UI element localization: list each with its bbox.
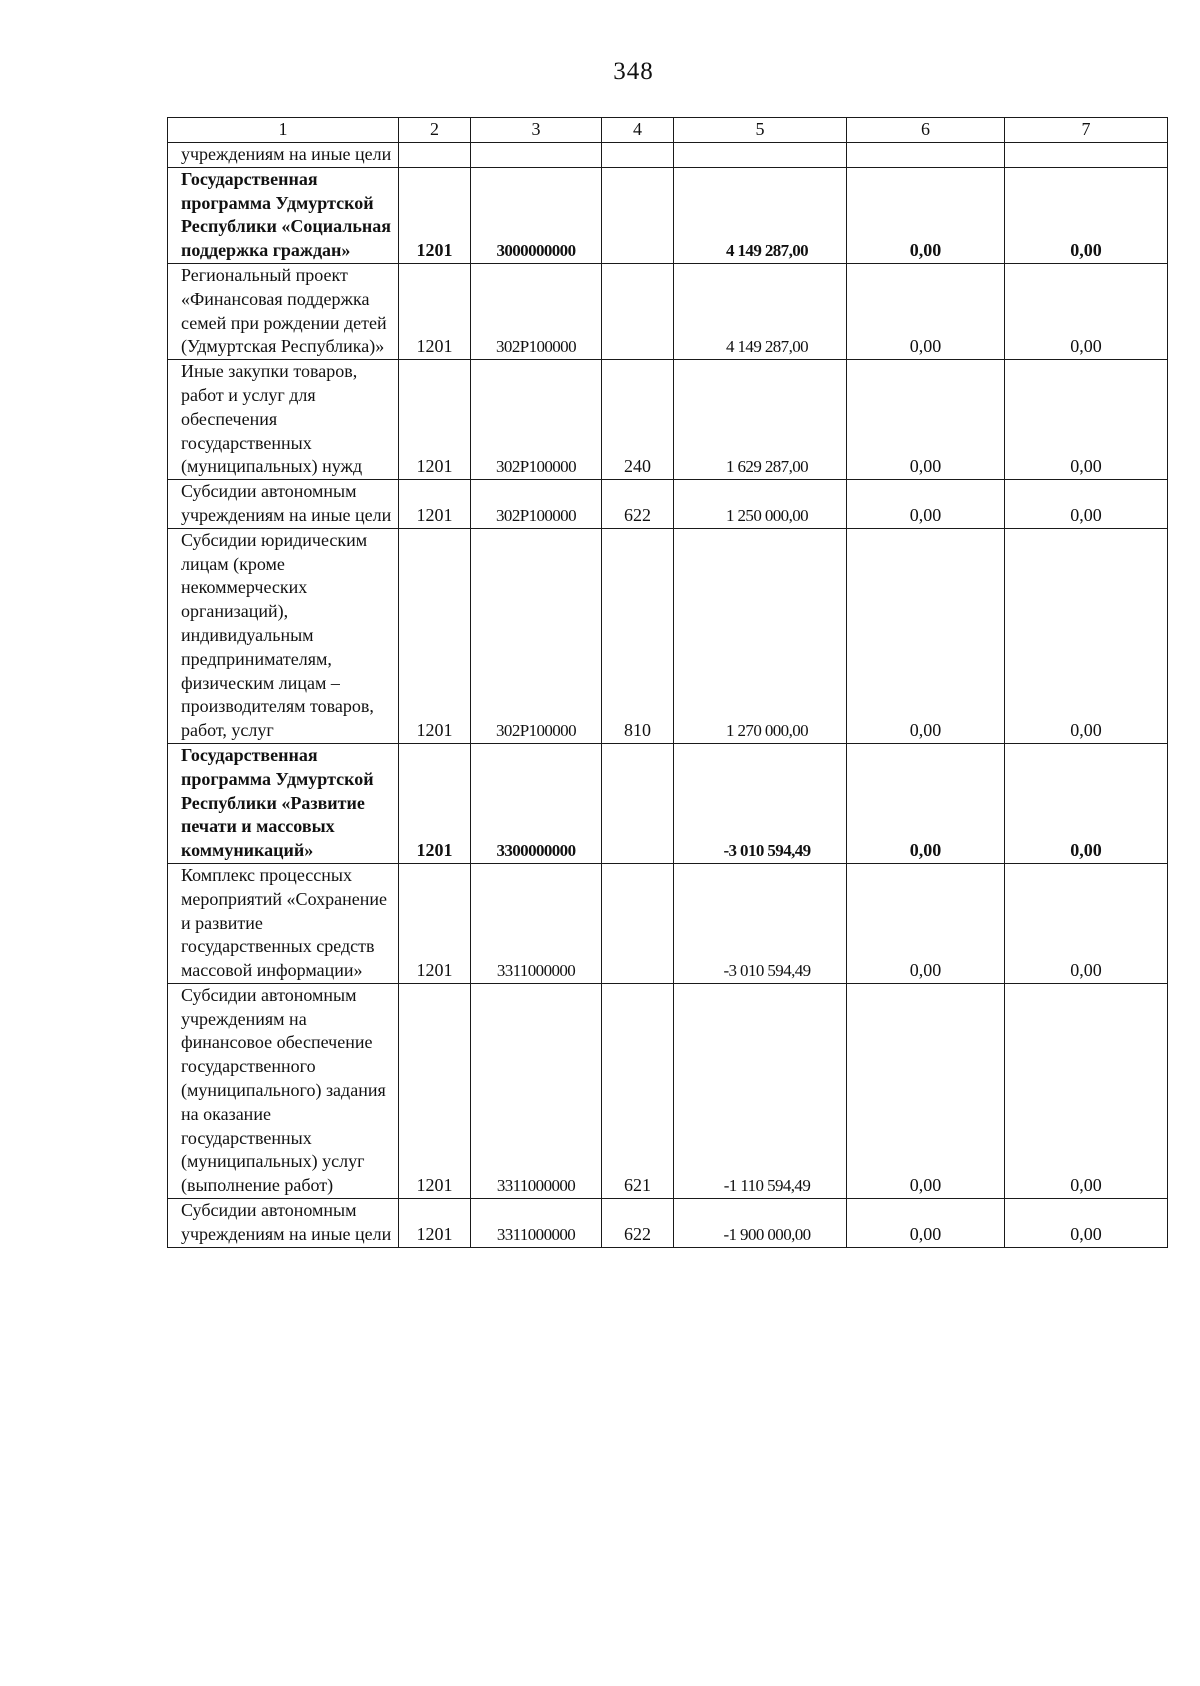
budget-table <box>167 117 1168 1248</box>
row-col6: 0,00 <box>847 480 1005 529</box>
row-amount: 4 149 287,00 <box>674 167 847 263</box>
row-col7: 0,00 <box>1005 263 1168 359</box>
row-amount: 1 270 000,00 <box>674 528 847 743</box>
row-csr <box>471 143 602 168</box>
row-col6: 0,00 <box>847 1199 1005 1248</box>
row-col6: 0,00 <box>847 743 1005 863</box>
row-name: Региональный проект «Финансовая поддержка семей при рождении детей (Удмуртская Республика)» <box>168 263 399 359</box>
page-number: 348 <box>613 58 654 85</box>
row-section: 1201 <box>399 528 471 743</box>
row-csr: 3311000000 <box>471 983 602 1198</box>
table-row <box>168 360 1168 480</box>
table-body <box>168 143 1168 1248</box>
row-csr: 3311000000 <box>471 1199 602 1248</box>
row-amount: -3 010 594,49 <box>674 863 847 983</box>
row-amount: -1 900 000,00 <box>674 1199 847 1248</box>
table-row <box>168 167 1168 263</box>
row-col7 <box>1005 143 1168 168</box>
row-amount: 1 629 287,00 <box>674 360 847 480</box>
row-vr: 622 <box>602 480 674 529</box>
row-section: 1201 <box>399 1199 471 1248</box>
row-csr: 3300000000 <box>471 743 602 863</box>
row-vr: 621 <box>602 983 674 1198</box>
row-col7: 0,00 <box>1005 863 1168 983</box>
row-section: 1201 <box>399 863 471 983</box>
row-col7: 0,00 <box>1005 360 1168 480</box>
row-name: учреждениям на иные цели <box>168 143 399 168</box>
row-name: Субсидии автономным учреждениям на иные цели <box>168 1199 399 1248</box>
row-col6: 0,00 <box>847 528 1005 743</box>
row-name: Иные закупки товаров, работ и услуг для обеспечения государственных (муниципальных) нужд <box>168 360 399 480</box>
row-name: Комплекс процессных мероприятий «Сохранение и развитие государственных средств массовой информации» <box>168 863 399 983</box>
row-col6: 0,00 <box>847 360 1005 480</box>
column-header: 1 <box>168 118 399 143</box>
table-row <box>168 863 1168 983</box>
column-header: 7 <box>1005 118 1168 143</box>
row-section: 1201 <box>399 263 471 359</box>
row-vr: 810 <box>602 528 674 743</box>
table-row <box>168 263 1168 359</box>
row-name: Государственная программа Удмуртской Республики «Развитие печати и массовых коммуникаций» <box>168 743 399 863</box>
row-csr: 302Р100000 <box>471 480 602 529</box>
row-col7: 0,00 <box>1005 743 1168 863</box>
column-header: 5 <box>674 118 847 143</box>
row-amount: 1 250 000,00 <box>674 480 847 529</box>
row-section: 1201 <box>399 480 471 529</box>
row-section: 1201 <box>399 360 471 480</box>
row-vr <box>602 167 674 263</box>
table-row <box>168 1199 1168 1248</box>
table-row <box>168 743 1168 863</box>
row-vr <box>602 743 674 863</box>
row-vr <box>602 263 674 359</box>
table-row <box>168 528 1168 743</box>
row-col7: 0,00 <box>1005 983 1168 1198</box>
row-col6: 0,00 <box>847 263 1005 359</box>
column-header: 6 <box>847 118 1005 143</box>
column-header: 4 <box>602 118 674 143</box>
row-csr: 302Р100000 <box>471 263 602 359</box>
row-amount: -1 110 594,49 <box>674 983 847 1198</box>
row-col6: 0,00 <box>847 983 1005 1198</box>
row-col6 <box>847 143 1005 168</box>
row-csr: 302Р100000 <box>471 360 602 480</box>
row-name: Субсидии автономным учреждениям на иные цели <box>168 480 399 529</box>
row-name: Государственная программа Удмуртской Республики «Социальная поддержка граждан» <box>168 167 399 263</box>
row-name: Субсидии автономным учреждениям на финансовое обеспечение государственного (муниципального) задания на оказание государственных (муниципальных) услуг (выполнение работ) <box>168 983 399 1198</box>
row-col6: 0,00 <box>847 167 1005 263</box>
row-csr: 3000000000 <box>471 167 602 263</box>
row-vr: 240 <box>602 360 674 480</box>
row-csr: 302Р100000 <box>471 528 602 743</box>
row-col7: 0,00 <box>1005 1199 1168 1248</box>
row-vr <box>602 143 674 168</box>
table-row <box>168 480 1168 529</box>
row-section: 1201 <box>399 743 471 863</box>
row-section <box>399 143 471 168</box>
row-section: 1201 <box>399 167 471 263</box>
row-amount: 4 149 287,00 <box>674 263 847 359</box>
row-col7: 0,00 <box>1005 480 1168 529</box>
row-col7: 0,00 <box>1005 167 1168 263</box>
table-row <box>168 983 1168 1198</box>
table-row <box>168 143 1168 168</box>
row-vr: 622 <box>602 1199 674 1248</box>
row-vr <box>602 863 674 983</box>
header-row <box>168 118 1168 143</box>
column-header: 2 <box>399 118 471 143</box>
row-col6: 0,00 <box>847 863 1005 983</box>
row-col7: 0,00 <box>1005 528 1168 743</box>
column-header: 3 <box>471 118 602 143</box>
row-csr: 3311000000 <box>471 863 602 983</box>
row-name: Субсидии юридическим лицам (кроме некоммерческих организаций), индивидуальным предпринимателям, физическим лицам – производителям товаров, работ, услуг <box>168 528 399 743</box>
row-amount: -3 010 594,49 <box>674 743 847 863</box>
row-section: 1201 <box>399 983 471 1198</box>
row-amount <box>674 143 847 168</box>
